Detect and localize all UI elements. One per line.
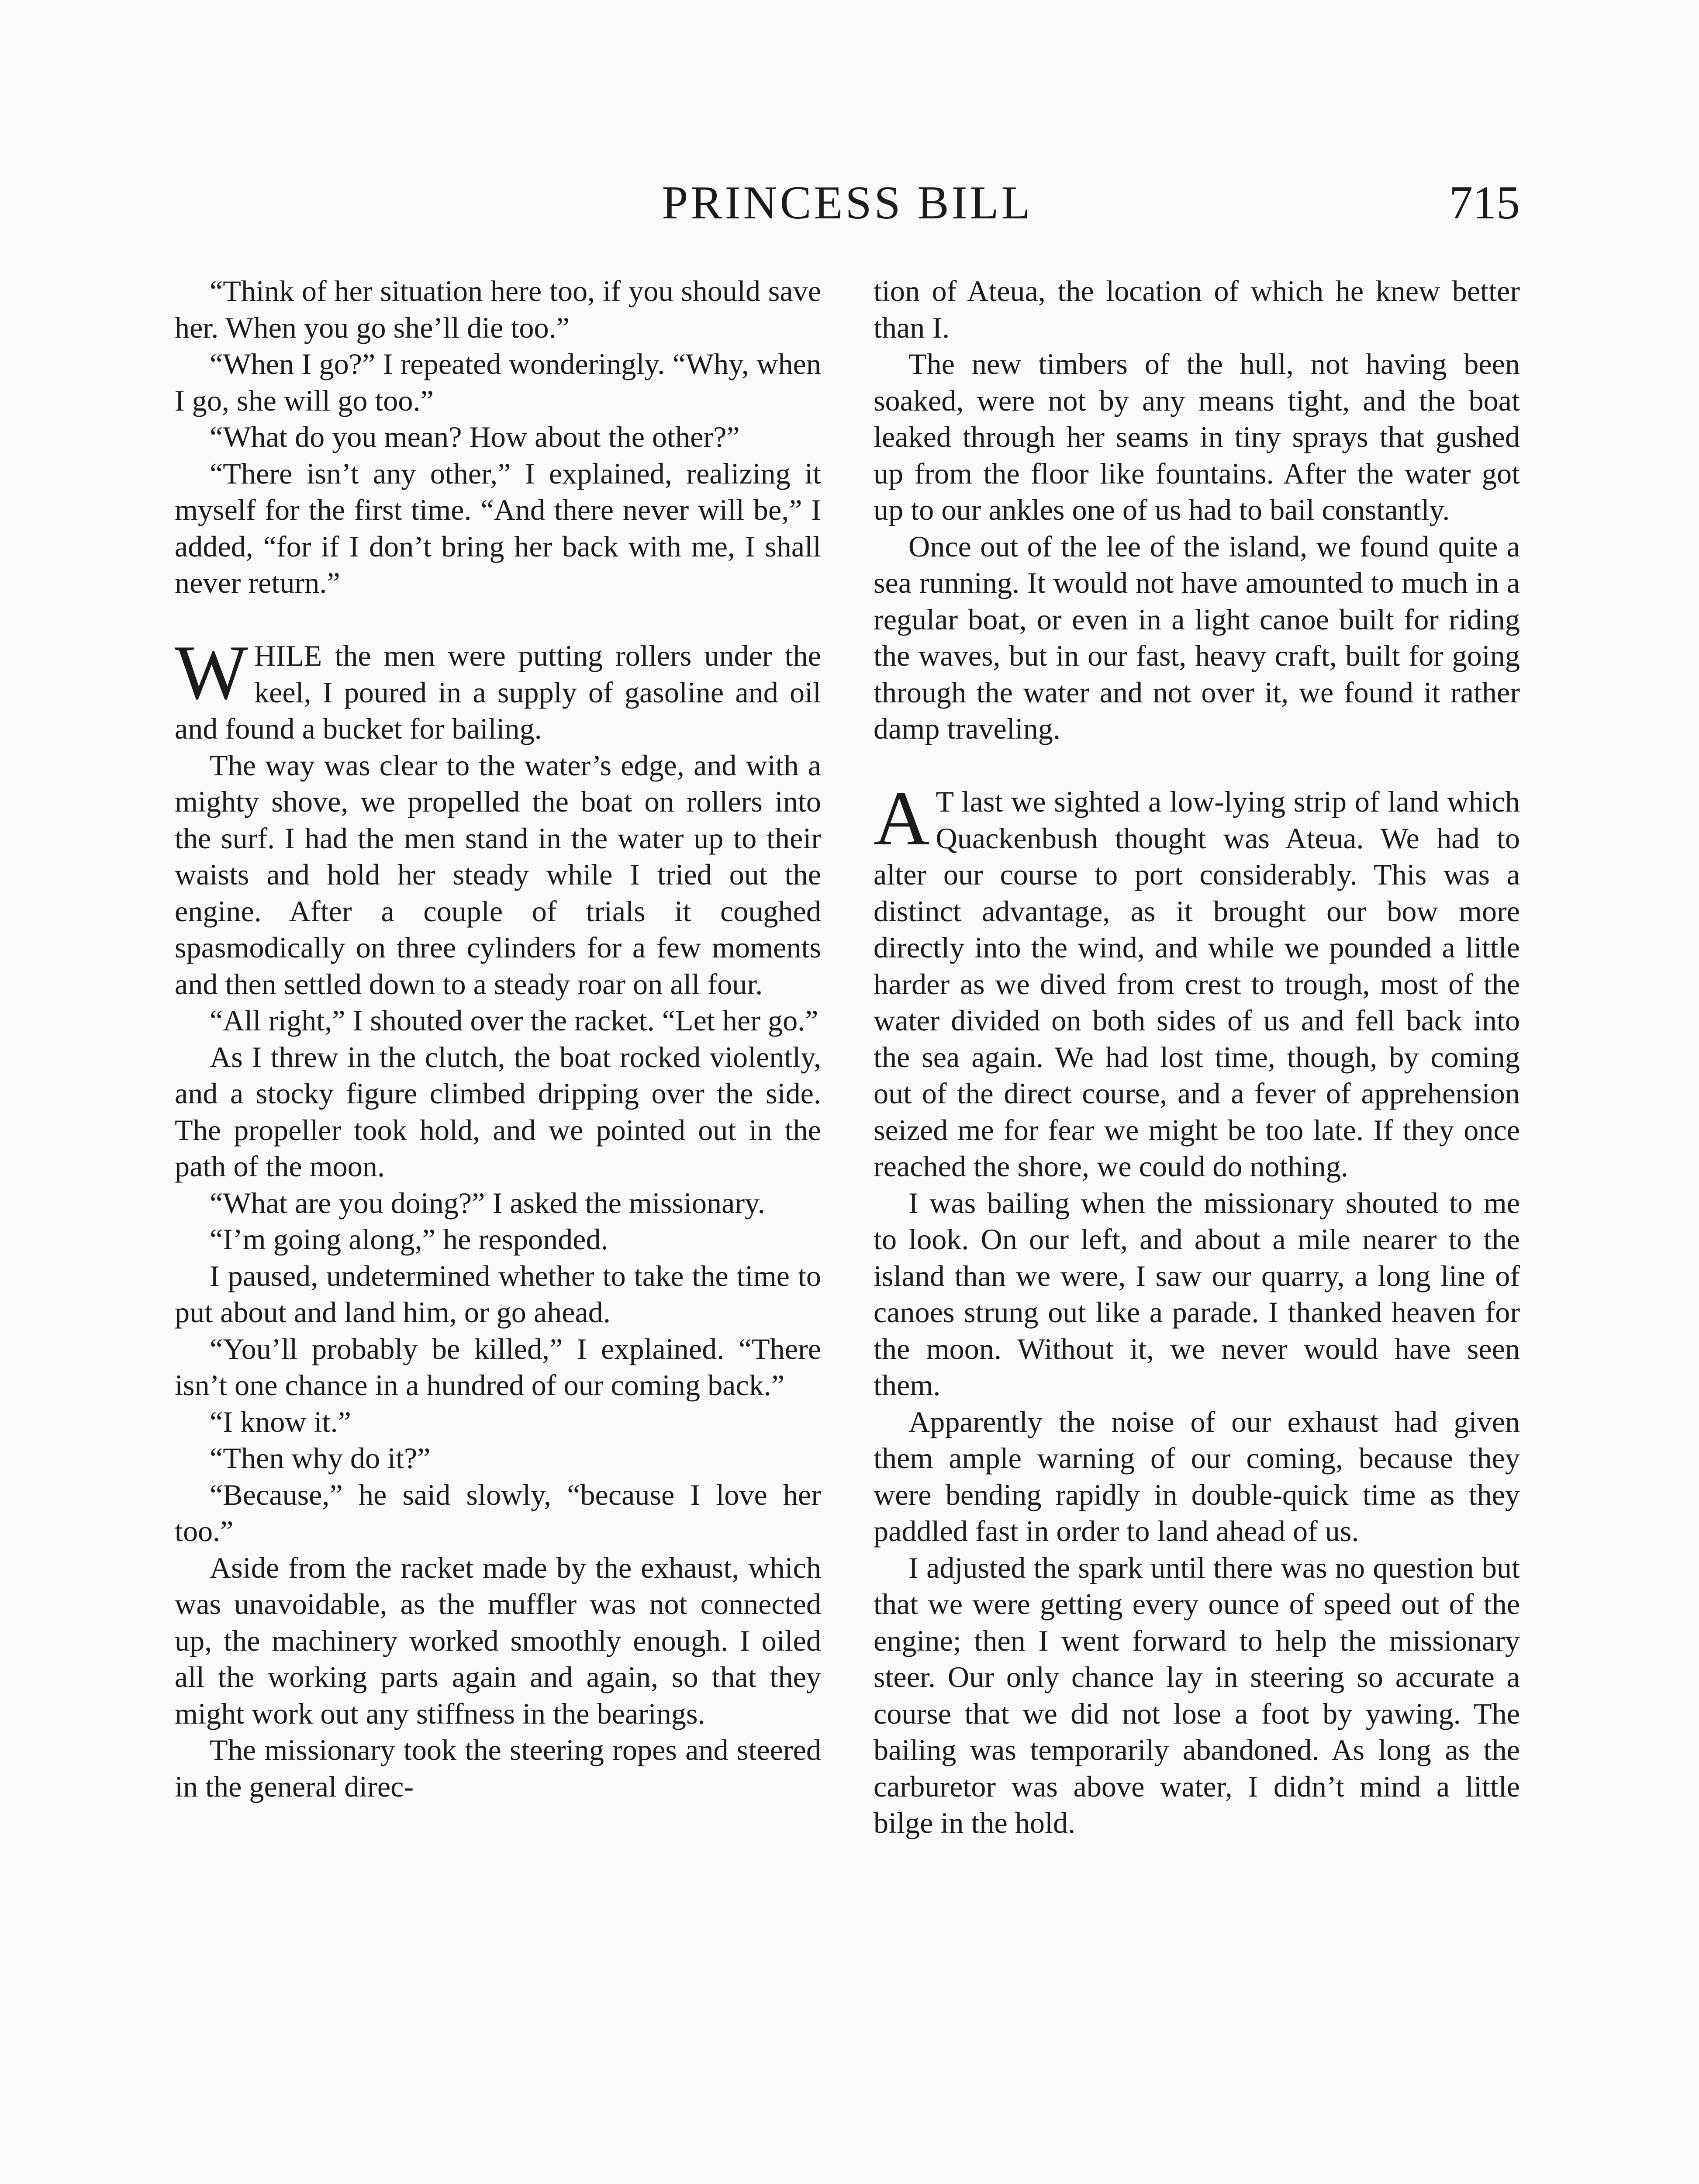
paragraph-text: T last we sighted a low-lying strip of land which Quackenbush thought was Ateua. We had to alter our course to port considerably. This was a distinct advantage, as it brought our bow more directly into the wind, and while we pounded a little harder as we dived from crest to trough, most of the water divided on both sides of us and fell back into the sea again. We had lost time, though, by coming out of the direct course, and a fever of apprehension seized me for fear we might be too late. If they once reached the shore, we could do nothing. bbox=[874, 785, 1520, 1183]
paragraph: “Because,” he said slowly, “because I love her too.” bbox=[175, 1478, 821, 1548]
paragraph: I paused, undetermined whether to take the time to put about and land him, or go ahead. bbox=[175, 1259, 821, 1329]
page-number: 715 bbox=[1449, 177, 1520, 229]
paragraph: Apparently the noise of our exhaust had given them ample warning of our coming, because they were bending rapidly in double-quick time as they paddled fast in order to land ahead of us. bbox=[874, 1405, 1520, 1548]
paragraph: The way was clear to the water’s edge, and with a mighty shove, we propelled the boat on rollers into the surf. I had the men stand in the water up to their waists and hold her steady while I tried out the engine. After a couple of trials it coughed spasmodically on three cylinders for a few moments and then settled down to a steady roar on all four. bbox=[175, 748, 821, 1001]
drop-cap: W bbox=[175, 629, 249, 715]
paragraph: The missionary took the steering ropes and steered in the general direc- bbox=[175, 1733, 821, 1803]
paragraph: “All right,” I shouted over the racket. “Let her go.” bbox=[210, 1004, 818, 1037]
paragraph: I adjusted the spark until there was no question but that we were getting every ounce of speed out of the engine; then I went forward to help the missionary steer. Our only chance lay in steering so accurate a course that we did not lose a foot by yawing. The bailing was temporarily abandoned. As long as the carburetor was above water, I didn’t mind a little bilge in the hold. bbox=[874, 1551, 1520, 1839]
section-paragraph bbox=[175, 629, 821, 747]
paragraph: “Think of her situation here too, if you should save her. When you go she’ll die too.” bbox=[175, 274, 821, 344]
paragraph: “When I go?” I repeated wonderingly. “Why, when I go, she will go too.” bbox=[175, 347, 821, 417]
paragraph: “I know it.” bbox=[210, 1405, 351, 1438]
paragraph: “There isn’t any other,” I explained, realizing it myself for the first time. “And there never will be,” I added, “for if I don’t bring her back with me, I shall never return.” bbox=[175, 456, 821, 599]
paragraph: “What do you mean? How about the other?” bbox=[210, 420, 740, 453]
right-column bbox=[874, 273, 1520, 1842]
paragraph: “I’m going along,” he responded. bbox=[210, 1223, 608, 1256]
paragraph: As I threw in the clutch, the boat rocked violently, and a stocky figure climbed dripping over the side. The propeller took hold, and we pointed out in the path of the moon. bbox=[175, 1040, 821, 1183]
page-title: PRINCESS BILL bbox=[662, 177, 1033, 229]
paragraph: I was bailing when the missionary shouted to me to look. On our left, and about a mile nearer to the island than we were, I saw our quarry, a long line of canoes strung out like a parade. I thanked heaven for the moon. Without it, we never would have seen them. bbox=[874, 1186, 1520, 1402]
paragraph: “What are you doing?” I asked the missionary. bbox=[210, 1186, 765, 1220]
paragraph: The new timbers of the hull, not having been soaked, were not by any means tight, and the boat leaked through her seams in tiny sprays that gushed up from the floor like fountains. After the water got up to our ankles one of us had to bail constantly. bbox=[874, 347, 1520, 526]
paragraph: Once out of the lee of the island, we found quite a sea running. It would not have amounted to much in a regular boat, or even in a light canoe built for riding the waves, but in our fast, heavy craft, built for going through the water and not over it, we found it rather damp traveling. bbox=[874, 529, 1520, 745]
paragraph: Aside from the racket made by the exhaust, which was unavoidable, as the muffler was not connected up, the machinery worked smoothly enough. I oiled all the working parts again and again, so that they might work out any stiffness in the bearings. bbox=[175, 1551, 821, 1730]
paragraph: “Then why do it?” bbox=[210, 1441, 431, 1475]
left-column bbox=[175, 273, 821, 1805]
paragraph: tion of Ateua, the location of which he knew better than I. bbox=[874, 274, 1520, 344]
section-paragraph bbox=[874, 775, 1520, 1185]
paragraph: “You’ll probably be killed,” I explained. “There isn’t one chance in a hundred of our coming back.” bbox=[175, 1332, 821, 1402]
paragraph-text: HILE the men were putting rollers under the keel, I poured in a supply of gasoline and oil and found a bucket for bailing. bbox=[175, 639, 821, 745]
drop-cap: A bbox=[874, 775, 930, 861]
running-head bbox=[175, 175, 1520, 232]
